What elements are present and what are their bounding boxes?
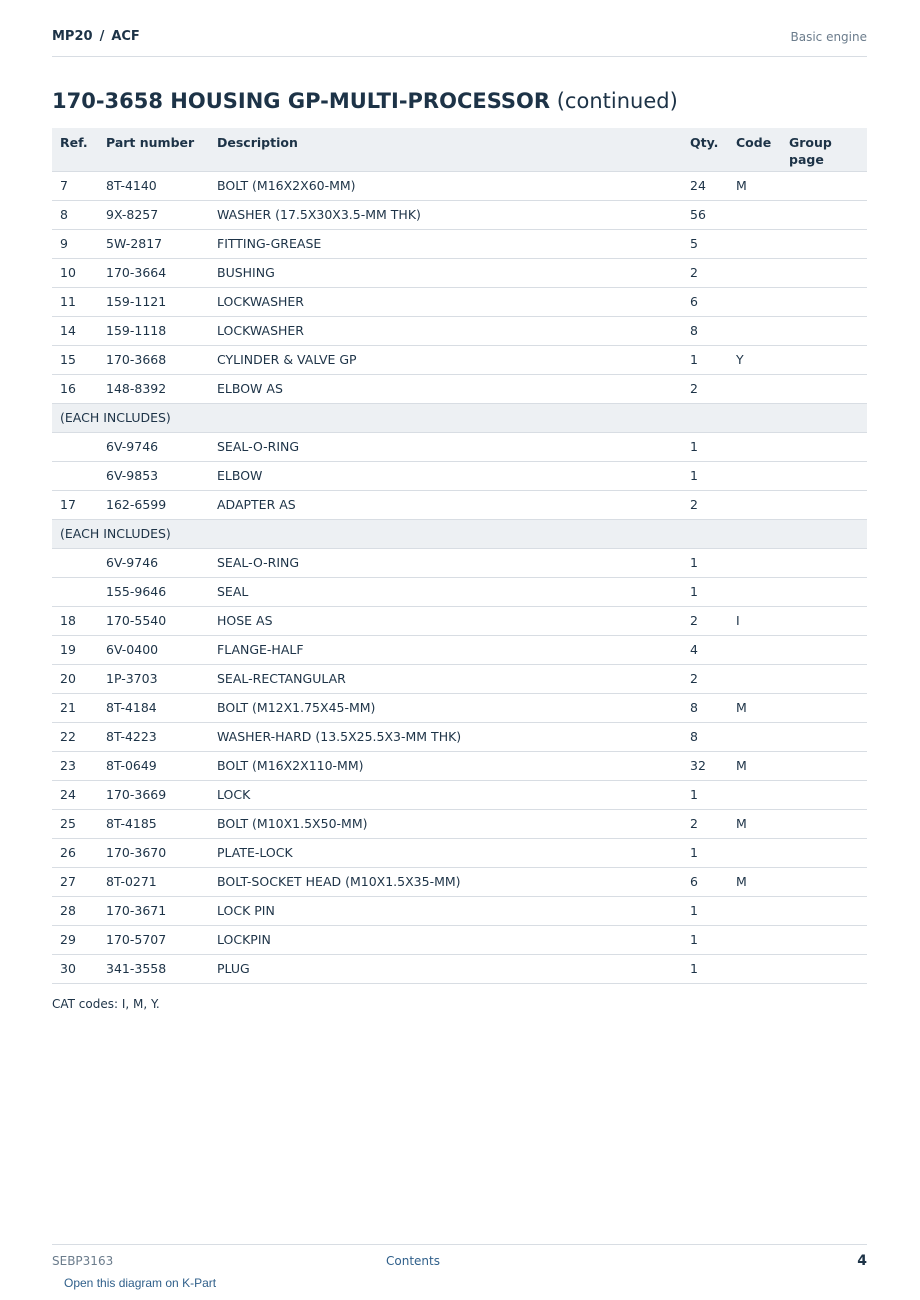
- cell-qty: 1: [682, 577, 728, 606]
- cell-qty: 6: [682, 287, 728, 316]
- cell-description: BOLT-SOCKET HEAD (M10X1.5X35-MM): [209, 867, 682, 896]
- cell-group-page: [781, 954, 867, 983]
- cell-ref: 7: [52, 171, 98, 200]
- cell-ref: 10: [52, 258, 98, 287]
- table-row: [52, 896, 867, 925]
- cell-qty: 4: [682, 635, 728, 664]
- cell-code: M: [728, 809, 781, 838]
- cell-qty: 2: [682, 258, 728, 287]
- cell-ref: [52, 461, 98, 490]
- cell-group-page: [781, 171, 867, 200]
- cell-group-page: [781, 722, 867, 751]
- cell-code: [728, 722, 781, 751]
- cell-description: LOCK: [209, 780, 682, 809]
- cell-ref: 25: [52, 809, 98, 838]
- cell-code: M: [728, 171, 781, 200]
- cell-code: [728, 316, 781, 345]
- cell-part-number: 170-3669: [98, 780, 209, 809]
- table-row: [52, 316, 867, 345]
- cell-ref: 17: [52, 490, 98, 519]
- cell-description: WASHER (17.5X30X3.5-MM THK): [209, 200, 682, 229]
- cell-description: PLUG: [209, 954, 682, 983]
- cell-qty: 2: [682, 374, 728, 403]
- includes-row: [52, 519, 867, 548]
- cell-qty: 1: [682, 925, 728, 954]
- cell-part-number: 5W-2817: [98, 229, 209, 258]
- table-row: [52, 925, 867, 954]
- cell-qty: 6: [682, 867, 728, 896]
- cell-qty: 1: [682, 461, 728, 490]
- cell-code: [728, 548, 781, 577]
- table-row: [52, 374, 867, 403]
- cell-qty: 32: [682, 751, 728, 780]
- table-row: [52, 635, 867, 664]
- cell-code: [728, 896, 781, 925]
- column-header-description: Description: [209, 128, 682, 171]
- cell-group-page: [781, 200, 867, 229]
- cell-ref: 30: [52, 954, 98, 983]
- cell-code: Y: [728, 345, 781, 374]
- page-header: [52, 28, 867, 57]
- column-header-qty: Qty.: [682, 128, 728, 171]
- table-row: [52, 693, 867, 722]
- cell-description: BOLT (M16X2X60-MM): [209, 171, 682, 200]
- cell-description: BUSHING: [209, 258, 682, 287]
- cell-code: [728, 258, 781, 287]
- page-number: 4: [857, 1253, 867, 1269]
- table-row: [52, 548, 867, 577]
- cell-description: ELBOW: [209, 461, 682, 490]
- cell-part-number: 8T-0271: [98, 867, 209, 896]
- table-row: [52, 954, 867, 983]
- cell-group-page: [781, 867, 867, 896]
- cell-part-number: 341-3558: [98, 954, 209, 983]
- cell-description: BOLT (M16X2X110-MM): [209, 751, 682, 780]
- table-row: [52, 229, 867, 258]
- column-header-part-number: Part number: [98, 128, 209, 171]
- cell-ref: 29: [52, 925, 98, 954]
- cell-ref: 16: [52, 374, 98, 403]
- table-row: [52, 751, 867, 780]
- cell-code: [728, 200, 781, 229]
- cell-description: SEAL-RECTANGULAR: [209, 664, 682, 693]
- cell-ref: 27: [52, 867, 98, 896]
- cell-group-page: [781, 635, 867, 664]
- cell-part-number: 1P-3703: [98, 664, 209, 693]
- table-row: [52, 577, 867, 606]
- cell-group-page: [781, 316, 867, 345]
- table-row: [52, 664, 867, 693]
- cell-ref: 26: [52, 838, 98, 867]
- table-row: [52, 722, 867, 751]
- cell-description: SEAL: [209, 577, 682, 606]
- cell-code: [728, 635, 781, 664]
- cell-group-page: [781, 229, 867, 258]
- cell-qty: 2: [682, 809, 728, 838]
- cell-qty: 1: [682, 896, 728, 925]
- breadcrumb: [52, 29, 140, 44]
- breadcrumb-arrangement: ACF: [111, 29, 140, 44]
- cell-description: BOLT (M12X1.75X45-MM): [209, 693, 682, 722]
- cell-group-page: [781, 693, 867, 722]
- cell-description: CYLINDER & VALVE GP: [209, 345, 682, 374]
- cell-group-page: [781, 461, 867, 490]
- cell-ref: 14: [52, 316, 98, 345]
- cell-part-number: 170-3671: [98, 896, 209, 925]
- cell-description: SEAL-O-RING: [209, 432, 682, 461]
- cell-qty: 56: [682, 200, 728, 229]
- cell-ref: 15: [52, 345, 98, 374]
- cell-qty: 1: [682, 548, 728, 577]
- cell-description: ELBOW AS: [209, 374, 682, 403]
- cell-description: LOCKPIN: [209, 925, 682, 954]
- cell-group-page: [781, 751, 867, 780]
- table-row: [52, 432, 867, 461]
- cell-description: LOCKWASHER: [209, 287, 682, 316]
- cell-code: [728, 490, 781, 519]
- contents-link[interactable]: Contents: [386, 1254, 440, 1268]
- cell-ref: 24: [52, 780, 98, 809]
- cell-group-page: [781, 577, 867, 606]
- table-row: [52, 838, 867, 867]
- breadcrumb-separator: /: [99, 29, 105, 44]
- table-row: [52, 490, 867, 519]
- cell-qty: 8: [682, 316, 728, 345]
- cell-ref: 20: [52, 664, 98, 693]
- cell-part-number: 159-1118: [98, 316, 209, 345]
- cell-part-number: 8T-4223: [98, 722, 209, 751]
- cell-ref: 8: [52, 200, 98, 229]
- cell-part-number: 8T-0649: [98, 751, 209, 780]
- cell-qty: 1: [682, 780, 728, 809]
- cell-group-page: [781, 925, 867, 954]
- cell-part-number: 162-6599: [98, 490, 209, 519]
- table-row: [52, 258, 867, 287]
- cell-ref: 22: [52, 722, 98, 751]
- cell-code: [728, 838, 781, 867]
- cell-code: [728, 664, 781, 693]
- cell-part-number: 155-9646: [98, 577, 209, 606]
- cell-part-number: 148-8392: [98, 374, 209, 403]
- cell-description: ADAPTER AS: [209, 490, 682, 519]
- cell-code: [728, 374, 781, 403]
- cell-ref: 19: [52, 635, 98, 664]
- cell-group-page: [781, 896, 867, 925]
- table-row: [52, 200, 867, 229]
- cell-qty: 2: [682, 664, 728, 693]
- cell-part-number: 170-5540: [98, 606, 209, 635]
- cell-ref: 11: [52, 287, 98, 316]
- cell-description: LOCK PIN: [209, 896, 682, 925]
- cell-code: [728, 432, 781, 461]
- page-footer: [52, 1244, 867, 1269]
- cell-qty: 1: [682, 432, 728, 461]
- cell-part-number: 8T-4184: [98, 693, 209, 722]
- cell-code: [728, 229, 781, 258]
- column-header-group-page: Group page: [781, 128, 867, 171]
- table-row: [52, 345, 867, 374]
- cell-description: BOLT (M10X1.5X50-MM): [209, 809, 682, 838]
- table-row: [52, 606, 867, 635]
- cell-group-page: [781, 345, 867, 374]
- cell-code: M: [728, 693, 781, 722]
- cell-group-page: [781, 374, 867, 403]
- table-row: [52, 809, 867, 838]
- cell-ref: 9: [52, 229, 98, 258]
- document-id: SEBP3163: [52, 1254, 114, 1268]
- cell-group-page: [781, 809, 867, 838]
- cell-code: M: [728, 751, 781, 780]
- cell-group-page: [781, 780, 867, 809]
- cell-description: FLANGE-HALF: [209, 635, 682, 664]
- cell-ref: [52, 548, 98, 577]
- cell-qty: 1: [682, 954, 728, 983]
- parts-table-body: [52, 171, 867, 983]
- section-label: Basic engine: [790, 30, 867, 44]
- cell-code: M: [728, 867, 781, 896]
- cell-group-page: [781, 287, 867, 316]
- cell-group-page: [781, 606, 867, 635]
- cell-ref: [52, 432, 98, 461]
- cell-code: [728, 287, 781, 316]
- page-title: [52, 89, 678, 113]
- cell-code: [728, 461, 781, 490]
- cell-qty: 2: [682, 490, 728, 519]
- cell-part-number: 6V-9746: [98, 548, 209, 577]
- cat-codes-note: CAT codes: I, M, Y.: [52, 997, 160, 1011]
- table-row: [52, 287, 867, 316]
- page-title-suffix: (continued): [556, 89, 678, 113]
- cell-qty: 1: [682, 345, 728, 374]
- cell-part-number: 9X-8257: [98, 200, 209, 229]
- cell-ref: 23: [52, 751, 98, 780]
- cell-part-number: 170-3664: [98, 258, 209, 287]
- cell-ref: 21: [52, 693, 98, 722]
- cell-group-page: [781, 548, 867, 577]
- cell-description: FITTING-GREASE: [209, 229, 682, 258]
- includes-label: (EACH INCLUDES): [52, 519, 867, 548]
- cell-qty: 24: [682, 171, 728, 200]
- cell-part-number: 6V-9853: [98, 461, 209, 490]
- cell-code: [728, 954, 781, 983]
- cell-group-page: [781, 664, 867, 693]
- cell-group-page: [781, 838, 867, 867]
- cell-part-number: 170-3670: [98, 838, 209, 867]
- table-row: [52, 461, 867, 490]
- cell-description: SEAL-O-RING: [209, 548, 682, 577]
- cell-description: LOCKWASHER: [209, 316, 682, 345]
- table-header-row: [52, 128, 867, 171]
- column-header-ref: Ref.: [52, 128, 98, 171]
- cell-group-page: [781, 490, 867, 519]
- column-header-code: Code: [728, 128, 781, 171]
- cell-part-number: 6V-9746: [98, 432, 209, 461]
- cell-group-page: [781, 258, 867, 287]
- cell-qty: 5: [682, 229, 728, 258]
- cell-code: I: [728, 606, 781, 635]
- cell-qty: 8: [682, 722, 728, 751]
- cell-part-number: 8T-4185: [98, 809, 209, 838]
- cell-part-number: 8T-4140: [98, 171, 209, 200]
- cell-ref: 28: [52, 896, 98, 925]
- parts-table: [52, 128, 867, 984]
- cell-group-page: [781, 432, 867, 461]
- cell-qty: 1: [682, 838, 728, 867]
- table-row: [52, 171, 867, 200]
- page-title-main: 170-3658 HOUSING GP-MULTI-PROCESSOR: [52, 89, 551, 113]
- cell-qty: 8: [682, 693, 728, 722]
- cell-code: [728, 925, 781, 954]
- cell-ref: [52, 577, 98, 606]
- cell-part-number: 170-3668: [98, 345, 209, 374]
- cell-part-number: 170-5707: [98, 925, 209, 954]
- table-row: [52, 867, 867, 896]
- cell-part-number: 6V-0400: [98, 635, 209, 664]
- table-row: [52, 780, 867, 809]
- cell-description: HOSE AS: [209, 606, 682, 635]
- cell-part-number: 159-1121: [98, 287, 209, 316]
- cell-description: PLATE-LOCK: [209, 838, 682, 867]
- includes-label: (EACH INCLUDES): [52, 403, 867, 432]
- cell-description: WASHER-HARD (13.5X25.5X3-MM THK): [209, 722, 682, 751]
- cell-ref: 18: [52, 606, 98, 635]
- includes-row: [52, 403, 867, 432]
- cell-code: [728, 577, 781, 606]
- breadcrumb-model: MP20: [52, 29, 93, 44]
- kpart-diagram-link[interactable]: Open this diagram on K-Part: [64, 1276, 217, 1290]
- cell-code: [728, 780, 781, 809]
- cell-qty: 2: [682, 606, 728, 635]
